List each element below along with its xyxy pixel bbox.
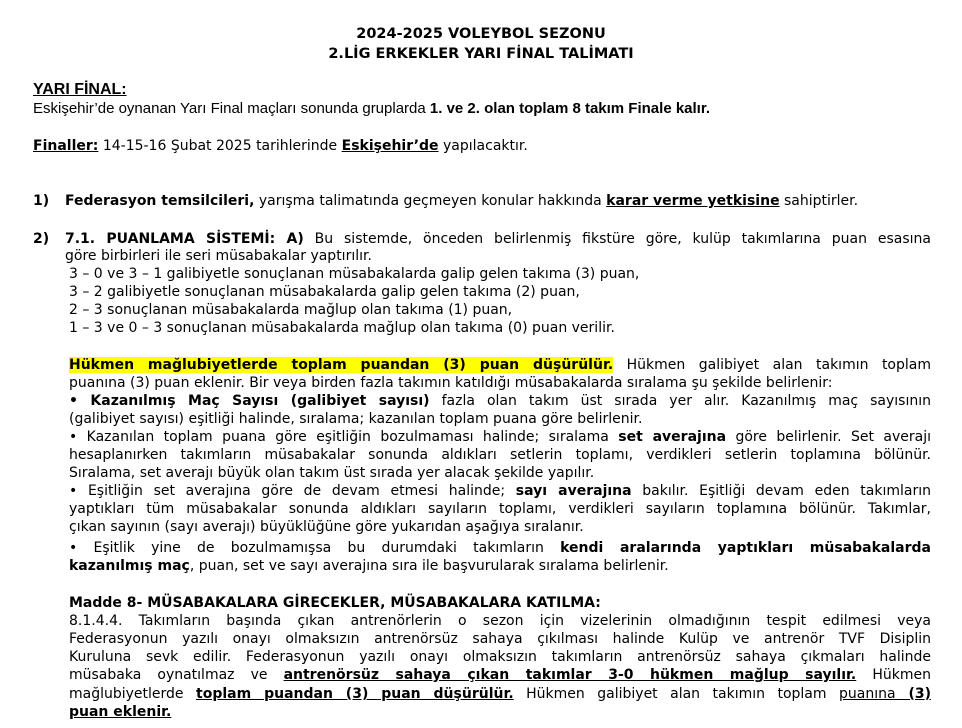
item1-text-b: sahiptirler. bbox=[779, 193, 859, 209]
points-rule-2: 3 – 2 galibiyetle sonuçlanan müsabakalarda galip gelen takıma (2) puan, bbox=[69, 284, 580, 300]
bullet3-line1 bbox=[69, 482, 931, 500]
bullet4-line1 bbox=[69, 539, 931, 557]
madde8-line5-a: mağlubiyetlerde bbox=[69, 686, 197, 702]
bullet2-text-b: göre belirlenir. Set averajı bbox=[726, 429, 931, 445]
bullet3-line3: çıkan sayının (sayı averajı) büyüklüğüne göre yukarıdan aşağıya sıralanır. bbox=[69, 519, 584, 535]
bullet4-text-a: • Eşitlik yine de bozulmamışsa bu durumdaki takımların bbox=[69, 540, 561, 556]
bullet2-bold: set averajına bbox=[618, 429, 727, 445]
bullet4-bold: kendi aralarında yaptıkları müsabakalarda bbox=[560, 540, 931, 556]
item2-heading: 7.1. PUANLAMA SİSTEMİ: A) bbox=[65, 231, 304, 247]
item1-bold: Federasyon temsilcileri, bbox=[65, 193, 255, 209]
bullet4-bold2: kazanılmış maç bbox=[69, 558, 190, 574]
document-title-line2: 2.LİG ERKEKLER YARI FİNAL TALİMATI bbox=[328, 46, 634, 62]
bullet4-text-b: , puan, set ve sayı averajına sıra ile başvurularak sıralama belirlenir. bbox=[189, 558, 669, 574]
points-rule-4: 1 – 3 ve 0 – 3 sonuçlanan müsabakalarda mağlup olan takıma (0) puan verilir. bbox=[69, 320, 615, 336]
madde8-line5-bold: toplam puandan (3) puan düşürülür. bbox=[196, 686, 514, 702]
item1-underlined: karar verme yetkisine bbox=[606, 193, 780, 209]
forfeit-line2: puanına (3) puan eklenir. Bir veya birden fazla takımın katıldığı müsabakalarda sıralama şu şekilde belirlenir: bbox=[69, 375, 833, 391]
item1-text-a: yarışma talimatında geçmeyen konular hakkında bbox=[254, 193, 607, 209]
madde8-line5-bold2: (3) bbox=[895, 686, 931, 702]
bullet3-bold: sayı averajına bbox=[515, 483, 632, 499]
item2-intro-text: Bu sistemde, önceden belirlenmiş fikstüre göre, kulüp takımlarına puan esasına bbox=[303, 231, 931, 247]
finals-text-end: yapılacaktır. bbox=[438, 138, 528, 154]
madde8-line5 bbox=[69, 685, 931, 703]
forfeit-rest: Hükmen galibiyet alan takımın toplam bbox=[613, 357, 931, 373]
forfeit-highlight: Hükmen mağlubiyetlerde toplam puandan (3) puan düşürülür. bbox=[69, 357, 614, 373]
item2-intro-line1 bbox=[65, 230, 931, 248]
bullet1-line1 bbox=[69, 392, 931, 410]
document-title-line1: 2024-2025 VOLEYBOL SEZONU bbox=[356, 26, 606, 42]
item1-text bbox=[65, 192, 858, 210]
item2-number: 2) bbox=[33, 231, 50, 247]
bullet4-line2 bbox=[69, 557, 669, 575]
madde8-line4 bbox=[69, 666, 931, 684]
madde8-line4-bold: antrenörsüz sahaya çıkan takımlar 3-0 hükmen mağlup sayılır. bbox=[283, 667, 857, 683]
bullet3-text-b: bakılır. Eşitliği devam eden takımların bbox=[631, 483, 931, 499]
bullet1-rest: fazla olan takım üst sırada yer alır. Kazanılmış maç sayısının bbox=[429, 393, 931, 409]
madde8-line6: puan eklenir. bbox=[69, 704, 172, 720]
bullet2-line3: Sıralama, set averajı büyük olan takım üst sırada yer alacak şekilde yapılır. bbox=[69, 465, 595, 481]
madde8-line5-b: Hükmen galibiyet alan takımın toplam bbox=[513, 686, 839, 702]
bullet3-text-a: • Eşitliğin set averajına göre de devam etmesi halinde; bbox=[69, 483, 516, 499]
bullet2-text-a: • Kazanılan toplam puana göre eşitliğin bozulmaması halinde; sıralama bbox=[69, 429, 619, 445]
madde8-line3: Kuruluna sevk edilir. Federasyonun yazılı onayı olmaksızın takımların antrenörsüz sahaya çıkmaları halinde bbox=[69, 649, 931, 665]
madde8-line2: Federasyonun yazılı onayı olmaksızın antrenörsüz sahaya çıkılması halinde Kulüp ve antrenör TVF Disiplin bbox=[69, 631, 931, 647]
madde8-line4-a: müsabaka oynatılmaz ve bbox=[69, 667, 284, 683]
bullet3-line2: yaptıkları tüm müsabakalar sonunda aldıkları sayıların toplamı, verdikleri sayıların toplamına bölünür. Takımlar, bbox=[69, 501, 931, 517]
semifinal-text-a: Eskişehir’de oynanan Yarı Final maçları sonunda gruplarda bbox=[33, 100, 430, 117]
finals-dates: 14-15-16 Şubat 2025 tarihlerinde bbox=[98, 138, 342, 154]
madde8-line4-b: Hükmen bbox=[856, 667, 931, 683]
madde8-line5-underlined: puanına bbox=[838, 686, 896, 702]
bullet1-bold: • Kazanılmış Maç Sayısı (galibiyet sayısı) bbox=[69, 393, 430, 409]
semifinal-heading: YARI FİNAL: bbox=[33, 81, 127, 98]
madde8-line1: 8.1.4.4. Takımların başında çıkan antrenörlerin o sezon için vizelerinin olmadığının tespit edilmesi veya bbox=[69, 613, 931, 629]
bullet2-line1 bbox=[69, 428, 931, 446]
forfeit-line1 bbox=[69, 356, 931, 374]
bullet2-line2: hesaplanırken takımların müsabakalar sonunda aldıkları setlerin toplamı, verdikleri setlerin toplamına bölünür. bbox=[69, 447, 931, 463]
semifinal-text-bold: 1. ve 2. olan toplam 8 takım Finale kalır. bbox=[429, 100, 711, 117]
points-rule-1: 3 – 0 ve 3 – 1 galibiyetle sonuçlanan müsabakalarda galip gelen takıma (3) puan, bbox=[69, 266, 640, 282]
madde8-heading: Madde 8- MÜSABAKALARA GİRECEKLER, MÜSABAKALARA KATILMA: bbox=[69, 595, 601, 611]
item1-number: 1) bbox=[33, 193, 50, 209]
semifinal-text bbox=[33, 100, 710, 118]
finals-line bbox=[33, 137, 528, 155]
points-rule-3: 2 – 3 sonuçlanan müsabakalarda mağlup olan takıma (1) puan, bbox=[69, 302, 513, 318]
bullet1-line2: (galibiyet sayısı) eşitliği halinde, sıralama; kazanılan toplam puana göre belirlenir. bbox=[69, 411, 643, 427]
finals-city: Eskişehir’de bbox=[341, 138, 439, 154]
item2-intro-line2: göre birbirleri ile seri müsabakalar yaptırılır. bbox=[65, 248, 372, 264]
finals-label: Finaller: bbox=[33, 138, 99, 154]
